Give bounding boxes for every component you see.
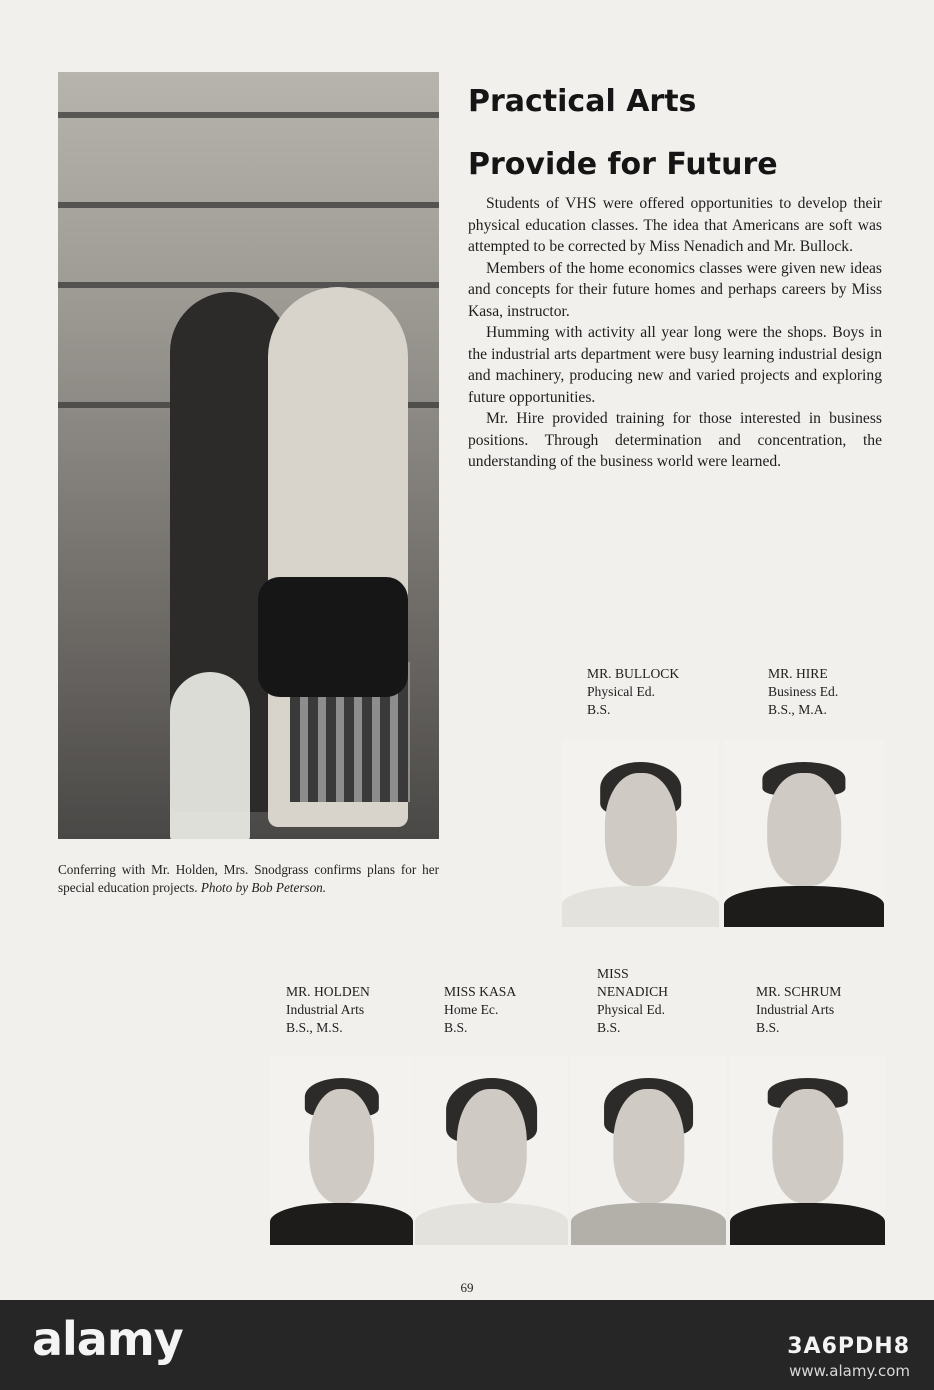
faculty-subject: Home Ec. [444,1002,499,1017]
headline-line-2: Provide for Future [468,147,778,182]
page-number: 69 [460,1280,474,1295]
body-paragraph: Members of the home economics classes were given new ideas and concepts for their future homes and perhaps careers by Miss Kasa, instructor. [468,259,882,320]
stock-logo: alamy [32,1312,183,1366]
portrait-schrum [730,1055,885,1245]
faculty-label-nenadich [597,965,668,1037]
faculty-label-kasa [444,983,516,1037]
faculty-degree: B.S., M.A. [768,702,827,717]
faculty-label-schrum [756,983,841,1037]
stock-image-id: 3A6PDH8 [787,1334,910,1359]
portrait-bullock [562,739,719,927]
portrait-hire [724,739,884,927]
faculty-label-bullock [587,665,679,719]
photo-caption [58,861,439,897]
faculty-subject: Business Ed. [768,684,839,699]
page-headline [468,70,778,196]
faculty-label-hire [768,665,838,719]
caption-text: Conferring with Mr. Holden, Mrs. Snodgrass confirms plans for her special education projects. [58,862,439,895]
faculty-name-prefix: MISS [597,966,629,981]
faculty-subject: Industrial Arts [286,1002,365,1017]
portrait-nenadich [571,1055,726,1245]
article-body [468,193,882,473]
faculty-degree: B.S., M.S. [286,1020,343,1035]
faculty-degree: B.S. [756,1020,780,1035]
faculty-label-holden [286,983,370,1037]
headline-line-1: Practical Arts [468,84,697,119]
portrait-kasa [415,1055,568,1245]
faculty-name: NENADICH [597,984,668,999]
faculty-name: MR. HIRE [768,666,828,681]
faculty-name: MR. BULLOCK [587,666,680,681]
faculty-degree: B.S. [587,702,611,717]
stock-url: www.alamy.com [789,1362,910,1380]
body-paragraph: Humming with activity all year long were the shops. Boys in the industrial arts department were busy learning industrial design and machinery, producing new and varied projects and exploring future opportunities. [468,324,882,406]
faculty-degree: B.S. [597,1020,621,1035]
faculty-name: MISS KASA [444,984,517,999]
faculty-name: MR. SCHRUM [756,984,842,999]
faculty-subject: Physical Ed. [597,1002,665,1017]
body-paragraph: Mr. Hire provided training for those interested in business positions. Through determination and concentration, the understanding of the business world were learned. [468,410,882,470]
portrait-holden [270,1055,413,1245]
workshop-photo [58,72,439,839]
faculty-subject: Physical Ed. [587,684,655,699]
photo-credit: Photo by Bob Peterson. [200,880,327,895]
body-paragraph: Students of VHS were offered opportunities to develop their physical education classes. The idea that Americans are soft was attempted to be corrected by Miss Nenadich and Mr. Bullock. [468,195,882,255]
faculty-name: MR. HOLDEN [286,984,370,999]
faculty-degree: B.S. [444,1020,468,1035]
faculty-subject: Industrial Arts [756,1002,835,1017]
